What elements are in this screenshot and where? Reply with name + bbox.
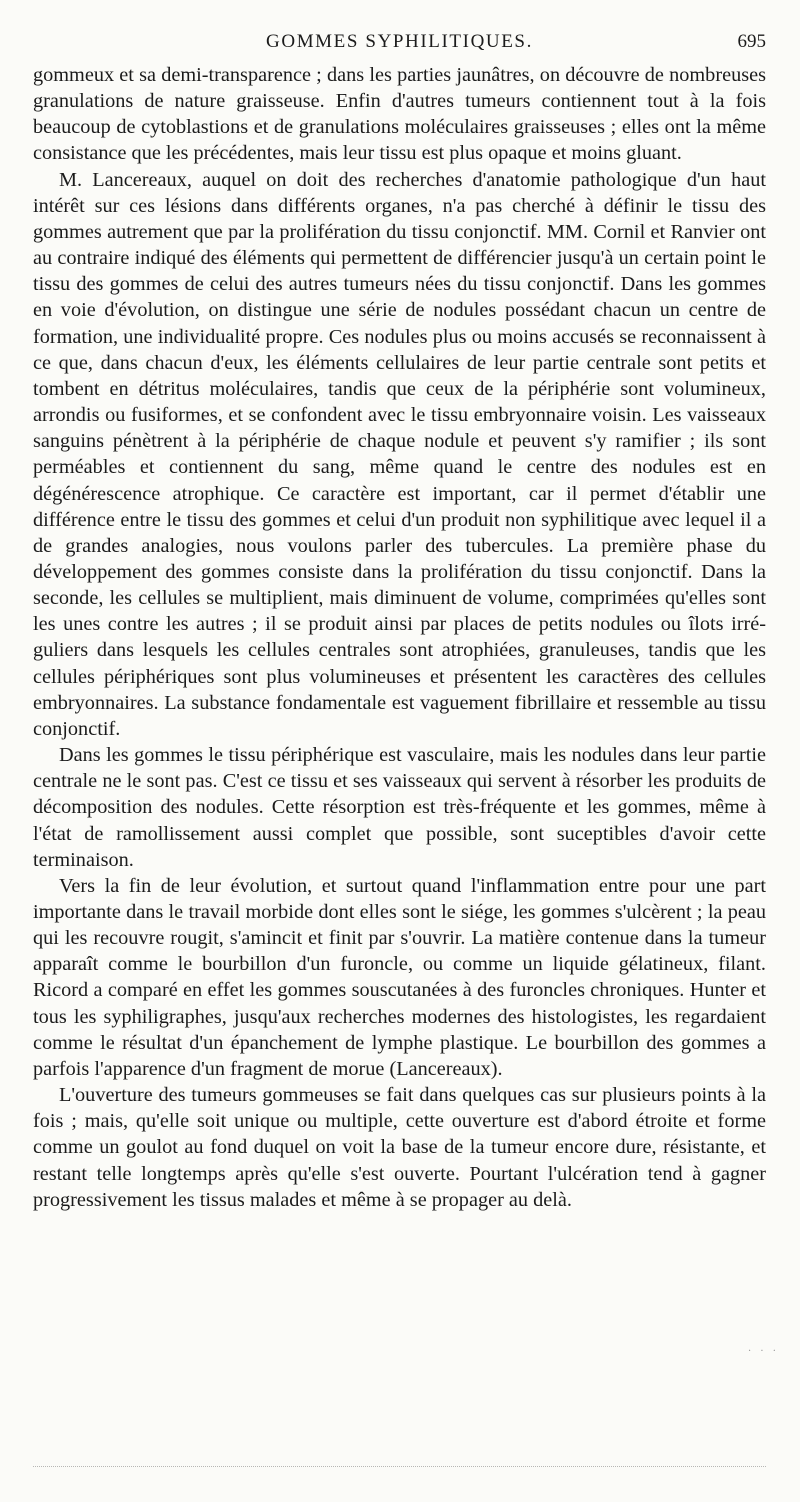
paragraph-continuation: gommeux et sa demi-transparence ; dans les parties jaunâtres, on découvre de nombreuses granulations de nature graisseuse. Enfin d'autres tumeurs contiennent tout à la fois beaucoup de cytoblastions et de granulations moléculaires graisseuses ; elles ont la même consistance que les précédentes, mais leur tissu est plus opaque et moins gluant. bbox=[33, 64, 766, 165]
bottom-rule bbox=[33, 1466, 766, 1467]
print-speckle: · · · bbox=[748, 1346, 779, 1357]
running-title: GOMMES SYPHILITIQUES. bbox=[266, 31, 533, 52]
paragraph-lancereaux: M. Lancereaux, auquel on doit des recherches d'anatomie pathologique d'un haut intérêt sur ces lésions dans différents organes, n'a pas cherché à définir le tissu des gommes autrement que par la prolifération du tissu conjonctif. MM. Cornil et Ranvier ont au contraire indiqué des éléments qui permettent de différencier jusqu'à un certain point le tissu des gommes de celui des autres tumeurs nées du tissu conjonctif. Dans les gommes en voie d'évolution, on distingue une série de nodules possédant chacun un centre de formation, une individualité propre. Ces nodules plus ou moins accusés se reconnaissent à ce que, dans chacun d'eux, les éléments cellulaires de leur partie centrale sont petits et tombent en détritus moléculaires, tandis que ceux de la périphérie sont volumineux, arrondis ou fusiformes, et se confondent avec le tissu embryonnaire voisin. Les vaisseaux sanguins pénètrent à la périphérie de chaque nodule et peuvent s'y ramifier ; ils sont perméables et contiennent du sang, même quand le centre des nodules est en dégénérescence atrophique. Ce caractère est important, car il permet d'établir une différence entre le tissu des gommes et celui d'un produit non syphilitique avec lequel il a de grandes analogies, nous voulons parler des tubercules. La première phase du développement des gommes consiste dans la prolifération du tissu conjonctif. Dans la seconde, les cellules se multiplient, mais diminuent de volume, comprimées qu'elles sont les unes contre les autres ; il se produit ainsi par places de petits nodules ou îlots irréguliers dans lesquels les cellules centrales sont atrophiées, granuleuses, tandis que les cellules périphériques sont plus volumineuses et présentent les caractères des cellules embryonnaires. La substance fondamentale est vaguement fibrillaire et ressemble au tissu conjonctif. bbox=[33, 168, 766, 740]
paragraph-peripheral-tissue: Dans les gommes le tissu périphérique est vasculaire, mais les nodules dans leur partie centrale ne le sont pas. C'est ce tissu et ses vaisseaux qui servent à résorber les produits de décomposition des nodules. Cette résorption est très-fréquente et les gommes, même à l'état de ramollissement aussi complet que possible, sont suceptibles d'avoir cette terminaison. bbox=[33, 744, 766, 871]
paragraph-ulceration: Vers la fin de leur évolution, et surtout quand l'inflammation entre pour une part importante dans le travail morbide dont elles sont le siége, les gommes s'ulcèrent ; la peau qui les recouvre rougit, s'amincit et finit par s'ouvrir. La matière contenue dans la tumeur apparaît comme le bourbillon d'un furoncle, ou comme un liquide gélatineux, filant. Ricord a comparé en effet les gommes souscutanées à des furoncles chroniques. Hunter et tous les syphiligraphes, jusqu'aux recherches modernes des histologistes, les regardaient comme le résultat d'un épanchement de lymphe plastique. Le bourbillon des gommes a parfois l'apparence d'un fragment de morue (Lancereaux). bbox=[33, 874, 766, 1080]
paragraph-opening: L'ouverture des tumeurs gommeuses se fait dans quelques cas sur plusieurs points à la fois ; mais, qu'elle soit unique ou multiple, cette ouverture est d'abord étroite et forme comme un goulot au fond duquel on voit la base de la tumeur encore dure, résistante, et restant telle longtemps après qu'elle s'est ouverte. Pourtant l'ulcération tend à gagner progressivement les tissus malades et même à se propager au delà. bbox=[33, 1084, 766, 1211]
running-head bbox=[33, 31, 766, 55]
page-number: 695 bbox=[737, 31, 766, 52]
body-text bbox=[33, 62, 766, 1213]
